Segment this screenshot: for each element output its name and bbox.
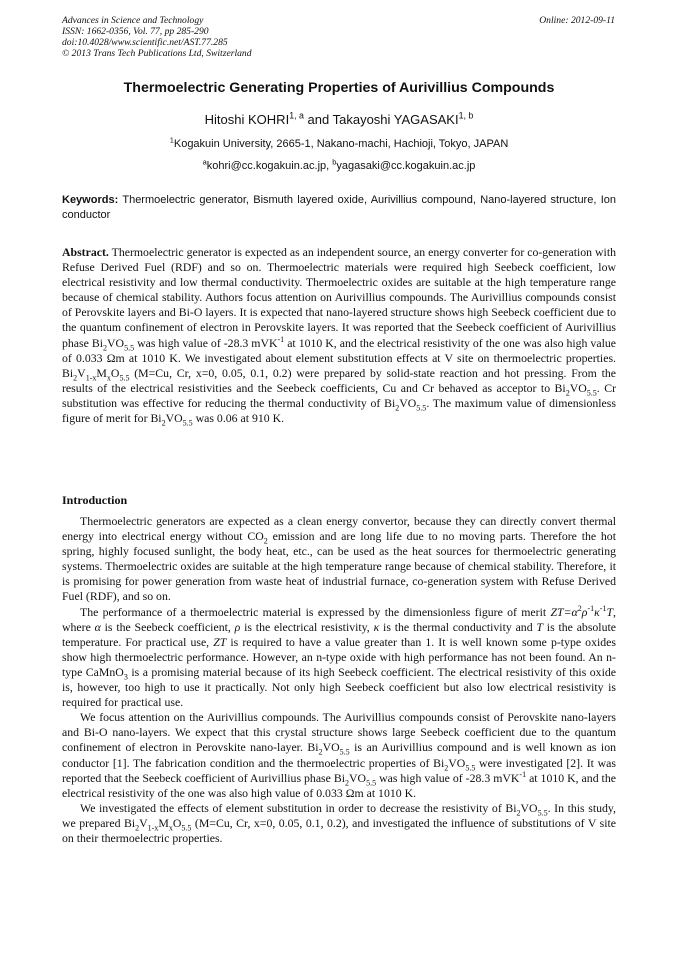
- abstract-text: Thermoelectric generator is expected as an independent source, an energy converter for co-generation with Refuse Derived Fuel (RDF) and so on. Thermoelectric materials were required high Seebeck coefficient, low electrical resistivity and low thermal conductivity. Thermoelectric oxides are suitable at the high temperature range because of chemical stability. Authors focus attention on Aurivillius compounds. The Aurivillius compounds consist of Perovskite layers and Bi-O layers. It is expected that nano-layered structure shows high Seebeck coefficient due to the quantum confinement of electron in Perovskite layers. It was reported that the Seebeck coefficient of Aurivillius phase Bi: [62, 245, 616, 350]
- formula-text: κ: [373, 619, 380, 634]
- abstract-text: was 0.06 at 910 K.: [192, 411, 285, 426]
- abstract-text: V: [77, 365, 86, 380]
- abstract-text: . Cr substitution was effective for reducing the thermal conductivity of Bi: [62, 380, 616, 410]
- paragraph-text: is a promising material because of its high Seebeck coefficient. The electrical resistivity of this oxide is, however, too high to use it practically. Not only high Seebeck coefficient but also low electrical resistivity is required for practical use.: [62, 664, 616, 710]
- paragraph-text: The performance of a thermoelectric material is expressed by the dimensionless figure of merit: [80, 604, 551, 619]
- subscript: 5.5: [366, 777, 377, 787]
- paragraph-text: VO: [520, 800, 538, 815]
- abstract-text: VO: [399, 395, 417, 410]
- abstract-text: VO: [165, 411, 183, 426]
- subscript: 2: [263, 536, 268, 546]
- subscript: 5.5: [119, 373, 130, 383]
- subscript: 5.5: [182, 418, 193, 428]
- email-a: kohri@cc.kogakuin.ac.jp,: [206, 160, 333, 172]
- affiliation-text: Kogakuin University, 2665-1, Nakano-machi, Hachioji, Tokyo, JAPAN: [173, 138, 509, 150]
- formula-text: α: [94, 619, 101, 634]
- paragraph-text: is the thermal conductivity and: [379, 619, 537, 634]
- paragraph-text: (M=Cu, Cr, x=0, 0.05, 0.1, 0.2), and investigated the influence of substitutions of V site on their thermoelectric properties.: [62, 815, 616, 845]
- superscript: 2: [577, 603, 582, 613]
- email-b-marker: b: [332, 157, 337, 167]
- affiliation-marker: 1: [169, 135, 174, 145]
- keywords-label: Keywords:: [62, 194, 119, 206]
- paragraph-text: V: [139, 815, 148, 830]
- formula-text: ZT=α: [550, 604, 578, 619]
- paragraph-text: at 1010 K, and the electrical resistivity of the one was also high value of 0.033 Ωm at 1010 K.: [62, 770, 616, 800]
- keywords: [62, 193, 616, 223]
- subscript: 1-x: [147, 823, 159, 833]
- subscript: 3: [123, 672, 128, 682]
- author-2: and Takayoshi YAGASAKI: [307, 112, 459, 127]
- paragraph-text: VO: [349, 770, 367, 785]
- author-1-marker: 1, a: [289, 110, 304, 121]
- email-b: yagasaki@cc.kogakuin.ac.jp: [336, 160, 476, 172]
- journal-issn: ISSN: 1662-0356, Vol. 77, pp 285-290: [62, 26, 209, 37]
- subscript: 2: [516, 808, 521, 818]
- subscript: x: [106, 373, 111, 383]
- paragraph-text: is the absolute temperature. For practical use,: [62, 619, 617, 649]
- abstract-text: at 1010 K, and the electrical resistivity of the one was also high value of 0.033 Ωm at 1010 K. We investigated about element substitution effects at V site on thermoelectric properties. Bi: [62, 335, 616, 380]
- paragraph-text: is an Aurivillius compound and is well known as ion conductor [1]. The fabrication condition and the thermoelectric properties of Bi: [62, 740, 616, 770]
- paragraph-text: VO: [448, 755, 466, 770]
- keywords-text: Thermoelectric generator, Bismuth layered oxide, Aurivillius compound, Nano-layered structure, Ion conductor: [62, 194, 616, 221]
- email-a-marker: a: [202, 157, 207, 167]
- subscript: 2: [161, 418, 166, 428]
- subscript: 5.5: [537, 808, 548, 818]
- subscript: 2: [395, 403, 400, 413]
- intro-paragraph-4: [62, 801, 616, 846]
- abstract-text: (M=Cu, Cr, x=0, 0.05, 0.1, 0.2) were prepared by solid-state reaction and hot pressing. From the results of the electrical resistivities and the Seebeck coefficients, Cu and Cr behaved as acceptor to Bi: [62, 365, 616, 395]
- subscript: 5.5: [181, 823, 192, 833]
- abstract: [62, 245, 616, 426]
- email-line: [0, 157, 678, 172]
- affiliation: [0, 135, 678, 150]
- superscript: -1: [587, 603, 595, 613]
- abstract-text: was high value of -28.3 mVK: [134, 335, 278, 350]
- subscript: 5.5: [339, 747, 350, 757]
- formula-text: ρ: [234, 619, 241, 634]
- abstract-label: Abstract.: [62, 245, 109, 259]
- abstract-text: O: [110, 365, 120, 380]
- paragraph-text: emission and are long life due to no moving parts. Therefore the hot spring, highly focused sunlight, the body heat, etc., can be used as the heat sources for thermoelectric generating systems. Thermoelectric oxides are suitable at the high temperature range because of chemical stability. Therefore, it is promising for power generation from waste heat of industrial furnace, co-generation system with Refuse Derived Fuel (RDF), and so on.: [62, 529, 616, 604]
- subscript: 2: [345, 777, 350, 787]
- subscript: 5.5: [416, 403, 427, 413]
- subscript: x: [168, 823, 173, 833]
- paragraph-text: We investigated the effects of element substitution in order to decrease the resistivity of Bi: [80, 800, 517, 815]
- abstract-text: VO: [107, 335, 125, 350]
- intro-paragraph-1: [62, 514, 616, 605]
- subscript: 2: [444, 762, 449, 772]
- paragraph-text: . In this study, we prepared Bi: [62, 800, 616, 830]
- intro-paragraph-2: [62, 605, 616, 711]
- formula-text: ZT: [213, 634, 227, 649]
- paragraph-text: was high value of -28.3 mVK: [376, 770, 520, 785]
- paragraph-text: , where: [62, 604, 616, 634]
- journal-header: [62, 15, 622, 59]
- abstract-text: . The maximum value of dimensionless figure of merit for Bi: [62, 395, 616, 426]
- paragraph-text: is the electrical resistivity,: [240, 619, 374, 634]
- formula-text: κ: [594, 604, 600, 619]
- abstract-text: VO: [569, 380, 587, 395]
- paragraph-text: is required to have a value greater than 1. It is well known some p-type oxides show high thermoelectric performance. However, an n-type oxide with high performance has not been found. An n-type CaMnO: [62, 634, 616, 679]
- abstract-text: M: [96, 365, 107, 380]
- subscript: 5.5: [465, 762, 476, 772]
- paragraph-text: M: [158, 815, 169, 830]
- subscript: 2: [135, 823, 140, 833]
- subscript: 2: [103, 342, 108, 352]
- subscript: 5.5: [586, 388, 597, 398]
- superscript: -1: [277, 334, 285, 344]
- formula-text: ρ: [581, 604, 588, 619]
- author-1: Hitoshi KOHRI: [204, 112, 290, 127]
- journal-copyright: © 2013 Trans Tech Publications Ltd, Switzerland: [62, 48, 252, 59]
- superscript: -1: [519, 769, 527, 779]
- paragraph-text: is the Seebeck coefficient,: [100, 619, 235, 634]
- section-heading-introduction: Introduction: [62, 493, 128, 507]
- subscript: 1-x: [85, 373, 97, 383]
- journal-doi: doi:10.4028/www.scientific.net/AST.77.285: [62, 37, 228, 48]
- formula-text: T: [536, 619, 543, 634]
- author-2-marker: 1, b: [458, 110, 474, 121]
- subscript: 2: [318, 747, 323, 757]
- paragraph-text: O: [172, 815, 182, 830]
- intro-paragraph-3: [62, 710, 616, 801]
- author-line: [0, 112, 678, 127]
- subscript: 2: [73, 373, 78, 383]
- journal-name: Advances in Science and Technology: [62, 15, 204, 26]
- formula-text: T: [606, 604, 614, 619]
- paragraph-text: VO: [322, 740, 340, 755]
- paragraph-text: We focus attention on the Aurivillius compounds. The Aurivillius compounds consist of Perovskite nano-layers and Bi-O nano-layers. We expect that this crystal structure shows large Seebeck coefficient due to the quantum confinement of electron in Perovskite nano-layer. Bi: [62, 710, 616, 755]
- superscript: -1: [599, 603, 607, 613]
- paragraph-text: were investigated [2]. It was reported that the Seebeck coefficient of Aurivillius phase Bi: [62, 755, 616, 785]
- paragraph-text: Thermoelectric generators are expected as a clean energy convertor, because they can directly convert thermal energy into electrical energy without CO: [62, 514, 616, 544]
- introduction-body: [62, 514, 616, 846]
- subscript: 2: [565, 388, 570, 398]
- subscript: 5.5: [124, 342, 135, 352]
- online-date: Online: 2012-09-11: [539, 15, 615, 26]
- paper-title: Thermoelectric Generating Properties of Aurivillius Compounds: [123, 80, 555, 96]
